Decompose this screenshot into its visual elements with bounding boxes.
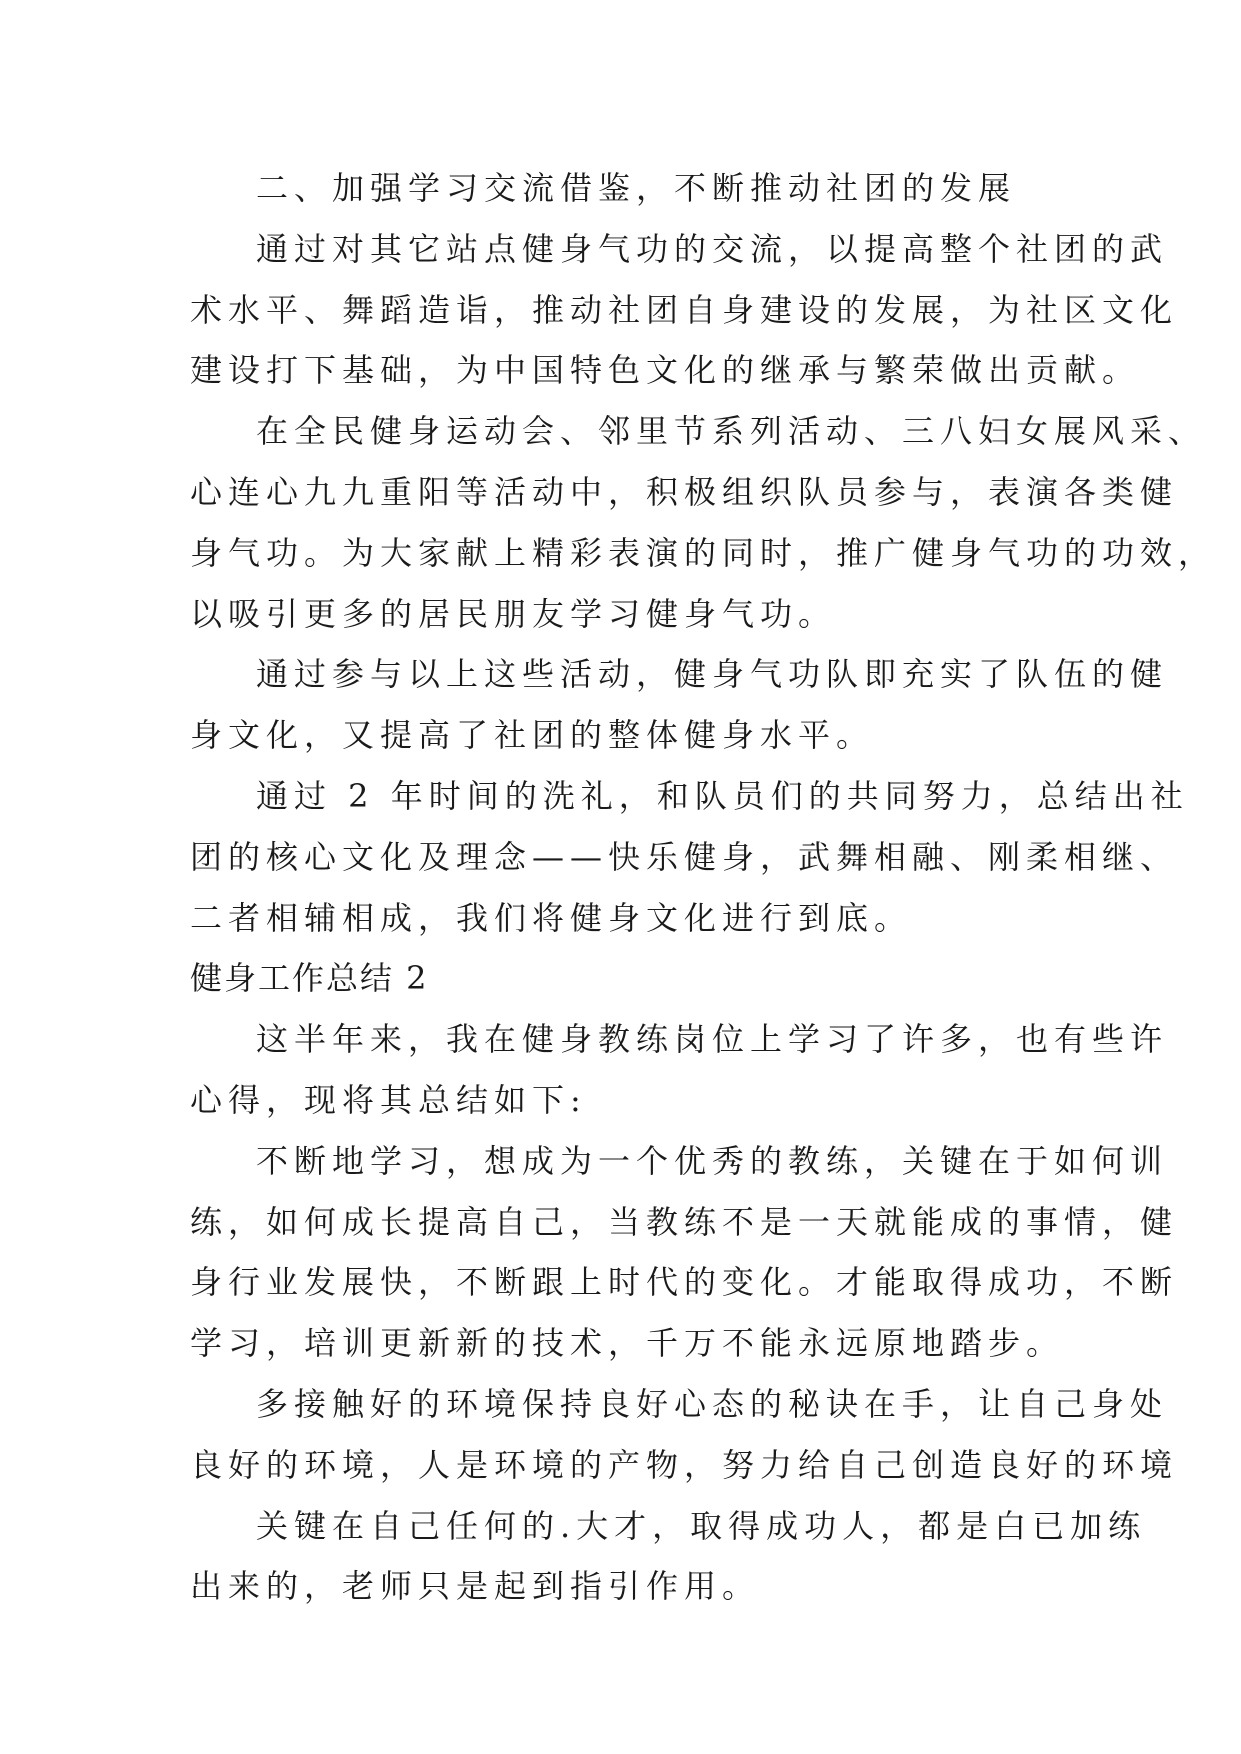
- paragraph-line: 通过参与以上这些活动，健身气功队即充实了队伍的健: [256, 655, 1169, 694]
- paragraph-line: 不断地学习，想成为一个优秀的教练，关键在于如何训: [256, 1141, 1169, 1180]
- paragraph-line: 出来的，老师只是起到指引作用。: [190, 1567, 761, 1606]
- paragraph-line: 在全民健身运动会、邻里节系列活动、三八妇女展风采、: [256, 412, 1207, 451]
- paragraph-line: 以吸引更多的居民朋友学习健身气功。: [190, 594, 837, 633]
- paragraph-line: 身气功。为大家献上精彩表演的同时，推广健身气功的功效，: [190, 533, 1217, 572]
- paragraph-line: 关键在自己任何的.大才，取得成功人，都是白已加练: [256, 1506, 1147, 1545]
- document-body: [190, 158, 1217, 1617]
- paragraph-line: 通过对其它站点健身气功的交流，以提高整个社团的武: [256, 229, 1169, 268]
- paragraph-line: 身文化，又提高了社团的整体健身水平。: [190, 716, 875, 755]
- section-heading: 二、加强学习交流借鉴，不断推动社团的发展: [256, 169, 1017, 207]
- paragraph-line: 通过 2 年时间的洗礼，和队员们的共同努力，总结出社: [256, 776, 1189, 815]
- paragraph-line: 练，如何成长提高自己，当教练不是一天就能成的事情，健: [190, 1202, 1179, 1241]
- paragraph-line: 心得，现将其总结如下:: [190, 1080, 587, 1119]
- paragraph-line: 身行业发展快，不断跟上时代的变化。才能取得成功，不断: [190, 1263, 1179, 1302]
- paragraph-line: 这半年来，我在健身教练岗位上学习了许多，也有些许: [256, 1020, 1169, 1059]
- paragraph-line: 团的核心文化及理念——快乐健身，武舞相融、刚柔相继、: [190, 837, 1179, 876]
- paragraph-line: 术水平、舞蹈造诣，推动社团自身建设的发展，为社区文化: [190, 290, 1179, 329]
- paragraph-line: 多接触好的环境保持良好心态的秘诀在手，让自己身处: [256, 1384, 1169, 1423]
- paragraph-line: 学习，培训更新新的技术，千万不能永远原地踏步。: [190, 1324, 1065, 1363]
- paragraph-line: 良好的环境，人是环境的产物，努力给自己创造良好的环境: [190, 1445, 1179, 1484]
- paragraph-line: 心连心九九重阳等活动中，积极组织队员参与，表演各类健: [190, 472, 1179, 511]
- paragraph-line: 二者相辅相成，我们将健身文化进行到底。: [190, 898, 913, 937]
- paragraph-line: 建设打下基础，为中国特色文化的继承与繁荣做出贡献。: [190, 351, 1141, 390]
- document-title: 健身工作总结 2: [190, 959, 429, 998]
